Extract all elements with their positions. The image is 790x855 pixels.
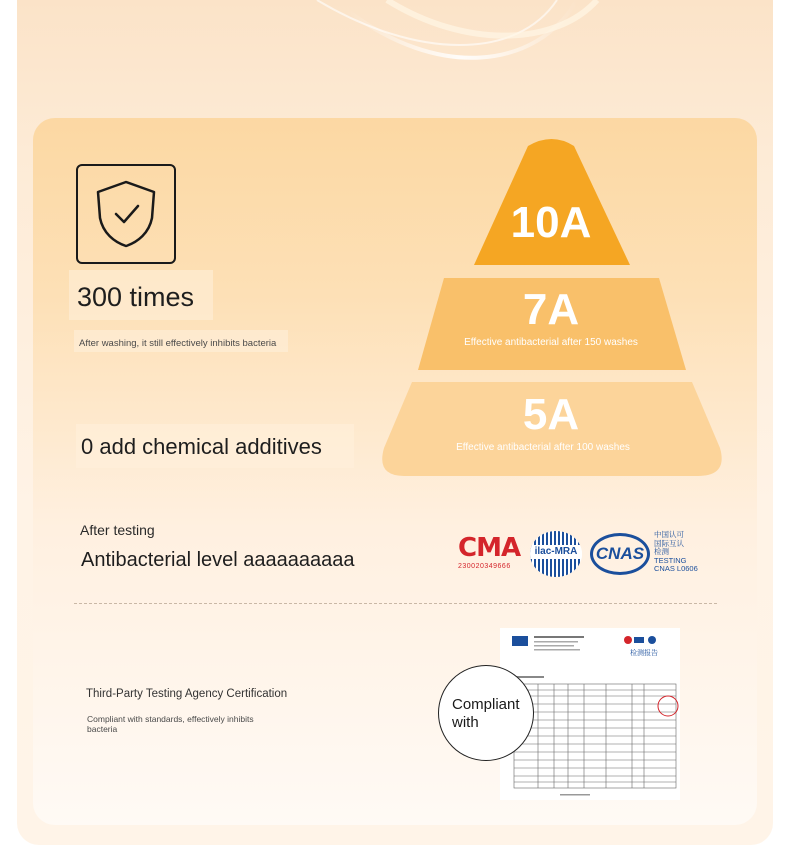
grade-7a-description: Effective antibacterial after 150 washes [464, 337, 638, 348]
cnas-text: CNAS [595, 544, 645, 563]
decorative-swirl [17, 0, 773, 110]
antibacterial-level-text: Antibacterial level aaaaaaaaaa [81, 549, 355, 571]
grade-10a: 10A [510, 198, 592, 247]
grade-5a: 5A [522, 390, 580, 439]
shield-check-icon [76, 164, 176, 264]
cnas-cn-line-1: 中国认可 [654, 530, 684, 539]
cnas-caption [654, 531, 698, 574]
grade-5a-description: Effective antibacterial after 100 washes [456, 442, 630, 453]
grade-7a: 7A [522, 285, 580, 334]
chemical-additives-text: 0 add chemical additives [81, 434, 322, 459]
certification-logos [448, 523, 718, 585]
third-party-description: Compliant with standards, effectively inhibits bacteria [87, 714, 254, 734]
cnas-cn-line-3: 检测 [654, 547, 669, 556]
washes-description: After washing, it still effectively inhibits bacteria [79, 338, 277, 349]
cnas-code: CNAS L0606 [654, 564, 698, 573]
cnas-logo [590, 533, 650, 575]
third-party-title: Third-Party Testing Agency Certification [86, 688, 288, 700]
report-title: 检测报告 [630, 650, 658, 657]
washes-title: 300 times [77, 282, 195, 312]
compliant-badge [438, 665, 534, 761]
ilac-mra-logo [530, 531, 582, 577]
cnas-testing: TESTING [654, 555, 687, 565]
cma-number: 230020349666 [458, 563, 511, 570]
after-testing-label: After testing [80, 522, 155, 538]
cnas-cn-line-2: 国际互认 [654, 538, 684, 548]
cma-logo-text: CMA [458, 533, 521, 563]
compliant-badge-text: Compliant with [452, 696, 520, 731]
ilac-mra-text: ilac-MRA [530, 545, 582, 559]
cma-logo [458, 533, 520, 573]
section-divider [74, 603, 717, 604]
